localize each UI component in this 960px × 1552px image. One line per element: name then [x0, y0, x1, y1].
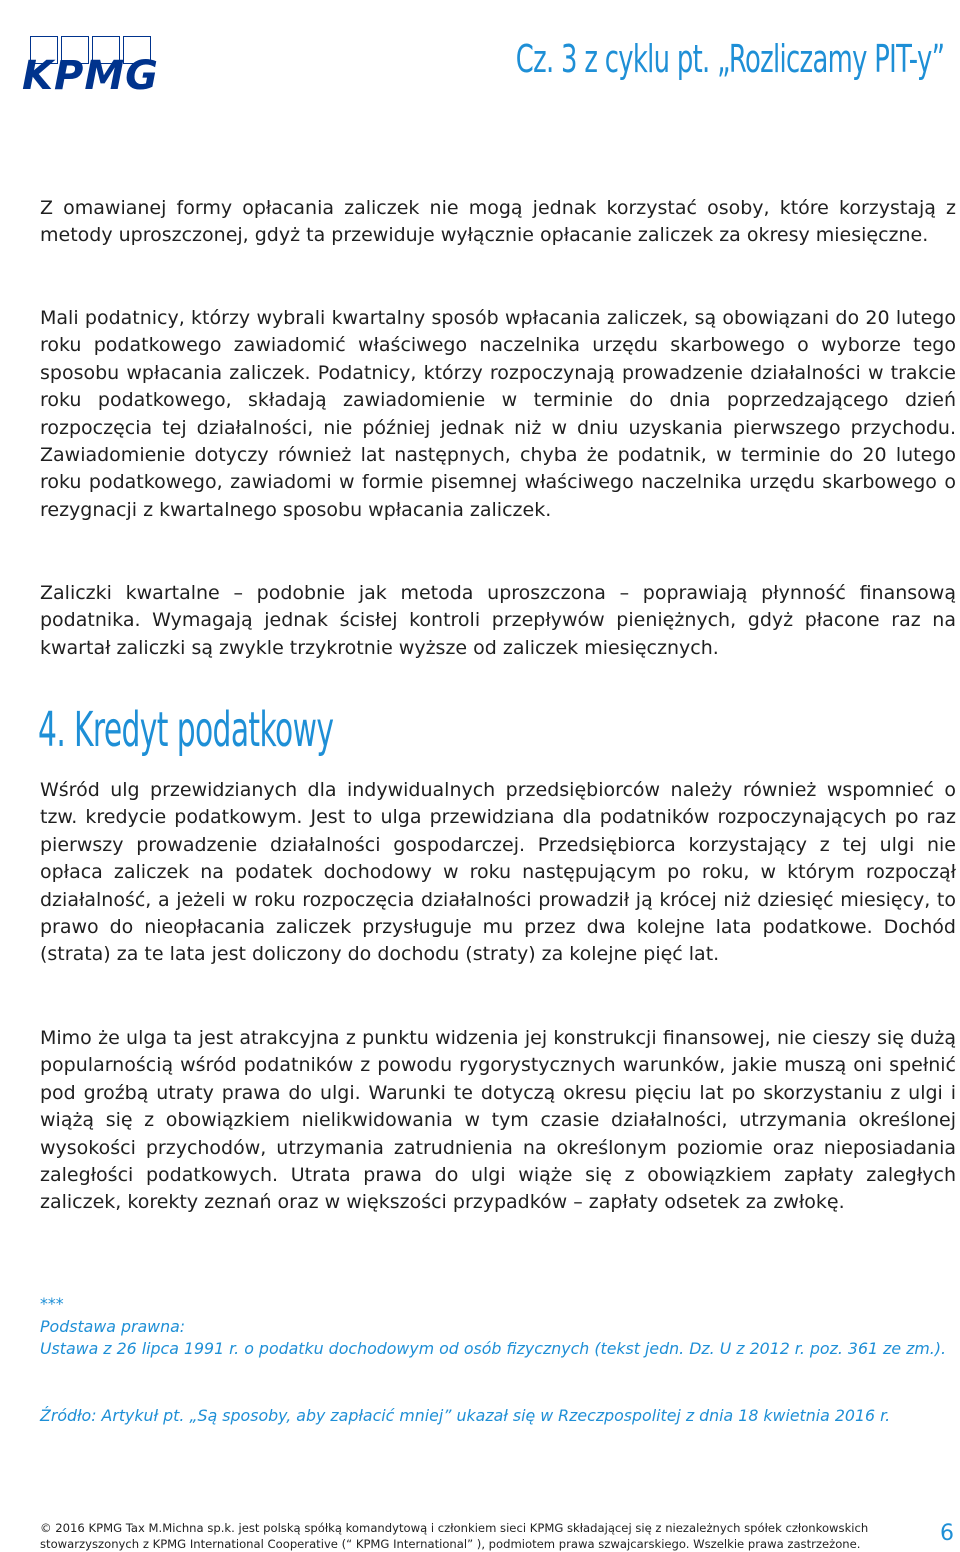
- paragraph-5: Mimo że ulga ta jest atrakcyjna z punktu widzenia jej konstrukcji finansowej, nie cieszy się dużą popularnością wśród podatników z powodu rygorystycznych warunków, jakie muszą oni spełnić pod groźbą utraty prawa do ulgi. Warunki te dotyczą okresu pięciu lat po skorzystaniu z ulgi i wiążą się z obowiązkiem nielikwidowania w tym czasie działalności, utrzymania określonej wysokości przychodów, utrzymania zatrudnienia na określonym poziomie oraz nieposiadania zaległości podatkowych. Utrata prawa do ulgi wiąże się z obowiązkiem zapłaty zaległych zaliczek, korekty zeznań oraz w większości przypadków – zapłaty odsetek za zwłokę.: [40, 1027, 956, 1214]
- source-note: Źródło: Artykuł pt. „Są sposoby, aby zapłacić mniej” ukazał się w Rzeczpospolitej z dnia 18 kwietnia 2016 r.: [40, 1406, 891, 1425]
- series-title: Cz. 3 z cyklu pt. „Rozliczamy PIT-y”: [515, 37, 944, 81]
- paragraph-3: Zaliczki kwartalne – podobnie jak metoda uproszczona – poprawiają płynność finansową podatnika. Wymagają jednak ścisłej kontroli przepływów pieniężnych, gdyż płacone raz na kwartał zaliczki są zwykle trzykrotnie wyższe od zaliczek miesięcznych.: [40, 582, 956, 659]
- legal-basis-label: Podstawa prawna:: [40, 1317, 186, 1336]
- page-number: 6: [940, 1521, 954, 1546]
- footer-line-2: stowarzyszonych z KPMG International Cooperative (“ KPMG International” ), podmiotem prawa szwajcarskiego. Wszelkie prawa zastrzeżone.: [40, 1537, 861, 1551]
- section-heading: 4. Kredyt podatkowy: [38, 702, 334, 758]
- legal-basis-text: Ustawa z 26 lipca 1991 r. o podatku dochodowym od osób fizycznych (tekst jedn. Dz. U z 2012 r. poz. 361 ze zm.).: [40, 1339, 947, 1358]
- separator-stars: ***: [40, 1294, 64, 1313]
- kpmg-logo: [22, 36, 162, 98]
- paragraph-4: Wśród ulg przewidzianych dla indywidualnych przedsiębiorców należy również wspomnieć o tzw. kredycie podatkowym. Jest to ulga przewidziana dla podatników rozpoczynających po raz pierwszy prowadzenie działalności gospodarczej. Przedsiębiorca korzystający z tej ulgi nie opłaca zaliczek na podatek dochodowy w roku następującym po roku, w którym rozpoczął działalność, a jeżeli w roku rozpoczęcia działalności prowadził ją krócej niż dziesięć miesięcy, to prawo do nieopłacania zaliczek przysługuje mu przez dwa kolejne lata podatkowe. Dochód (strata) za te lata jest doliczony do dochodu (straty) za kolejne pięć lat.: [40, 779, 956, 966]
- paragraph-1: Z omawianej formy opłacania zaliczek nie mogą jednak korzystać osoby, które korzystają z metody uproszczonej, gdyż ta przewiduje wyłącznie opłacanie zaliczek za okresy miesięczne.: [40, 197, 956, 247]
- page-header: [0, 0, 960, 120]
- footer-line-1: © 2016 KPMG Tax M.Michna sp.k. jest polską spółką komandytową i członkiem sieci KPMG składającej się z niezależnych spółek członkowskich: [40, 1521, 869, 1535]
- paragraph-2: Mali podatnicy, którzy wybrali kwartalny sposób wpłacania zaliczek, są obowiązani do 20 lutego roku podatkowego zawiadomić właściwego naczelnika urzędu skarbowego o wyborze tego sposobu wpłacania zaliczek. Podatnicy, którzy rozpoczynają prowadzenie działalności w trakcie roku podatkowego, składają zawiadomienie w terminie do dnia poprzedzającego dzień rozpoczęcia tej działalności, nie później jednak niż w dniu uzyskania pierwszego przychodu. Zawiadomienie dotyczy również lat następnych, chyba że podatnik, w terminie do 20 lutego roku podatkowego, zawiadomi w formie pisemnej właściwego naczelnika urzędu skarbowego o rezygnacji z kwartalnego sposobu wpłacania zaliczek.: [40, 307, 956, 521]
- page-footer: [40, 1520, 920, 1552]
- logo-text: KPMG: [22, 53, 159, 99]
